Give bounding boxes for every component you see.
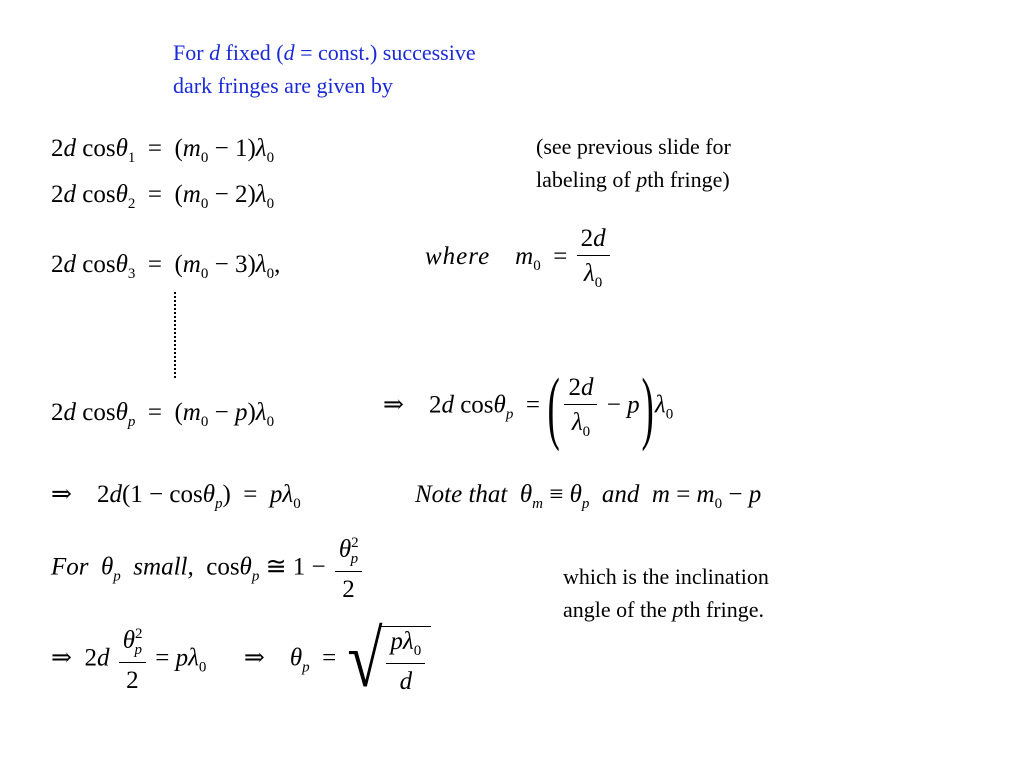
- equation-theta-3: 2d $\cos\theta_3 = (m_0 - 3)\lambda_0$,: [51, 251, 281, 282]
- vertical-ellipsis: [174, 292, 176, 378]
- equation-note-identity: Note that $\theta_m \equiv \theta_p$ and $m = m_0 - p$: [415, 481, 762, 512]
- side-note-inclination: which is the inclination angle of the pth fringe.: [563, 564, 769, 622]
- equation-small-angle: For $\theta_p$ small, cosθ$_p$ ≅ 1 − $\frac{\theta^2_p}{2}$: [51, 536, 365, 602]
- equation-one-minus-cos: ⇒ $2d(1 - \cos\theta_p) = p\lambda_0$: [51, 481, 301, 512]
- equation-theta-p: 2d $\cos\theta_p = (m_0 - p)\lambda_0$: [51, 399, 275, 430]
- side-note-previous-slide: (see previous slide for labeling of pth fringe): [536, 134, 731, 192]
- equation-theta-p-expanded: ⇒ 2d cosθ$_p$ = ( $\frac{2d}{\lambda_0}$ − $p)\lambda_0$: [383, 361, 674, 452]
- equation-final-result: ⇒ 2d $\frac{\theta^2_p}{2}$ = $p\lambda_0$ ⇒ $\theta_p$ = √ $\frac{p\lambda_0}{d}$: [51, 620, 431, 700]
- equation-m0-definition: where $m_0$ = $\frac{2d}{\lambda_0}$: [425, 226, 613, 291]
- equation-theta-2: 2d $\cos\theta_2 = (m_0 - 2)\lambda_0$: [51, 181, 275, 212]
- intro-text: For d fixed (d = const.) successive dark fringes are given by: [173, 40, 476, 98]
- equation-theta-1: 2d $\cos\theta_1 = (m_0 - 1)\lambda_0$: [51, 135, 275, 166]
